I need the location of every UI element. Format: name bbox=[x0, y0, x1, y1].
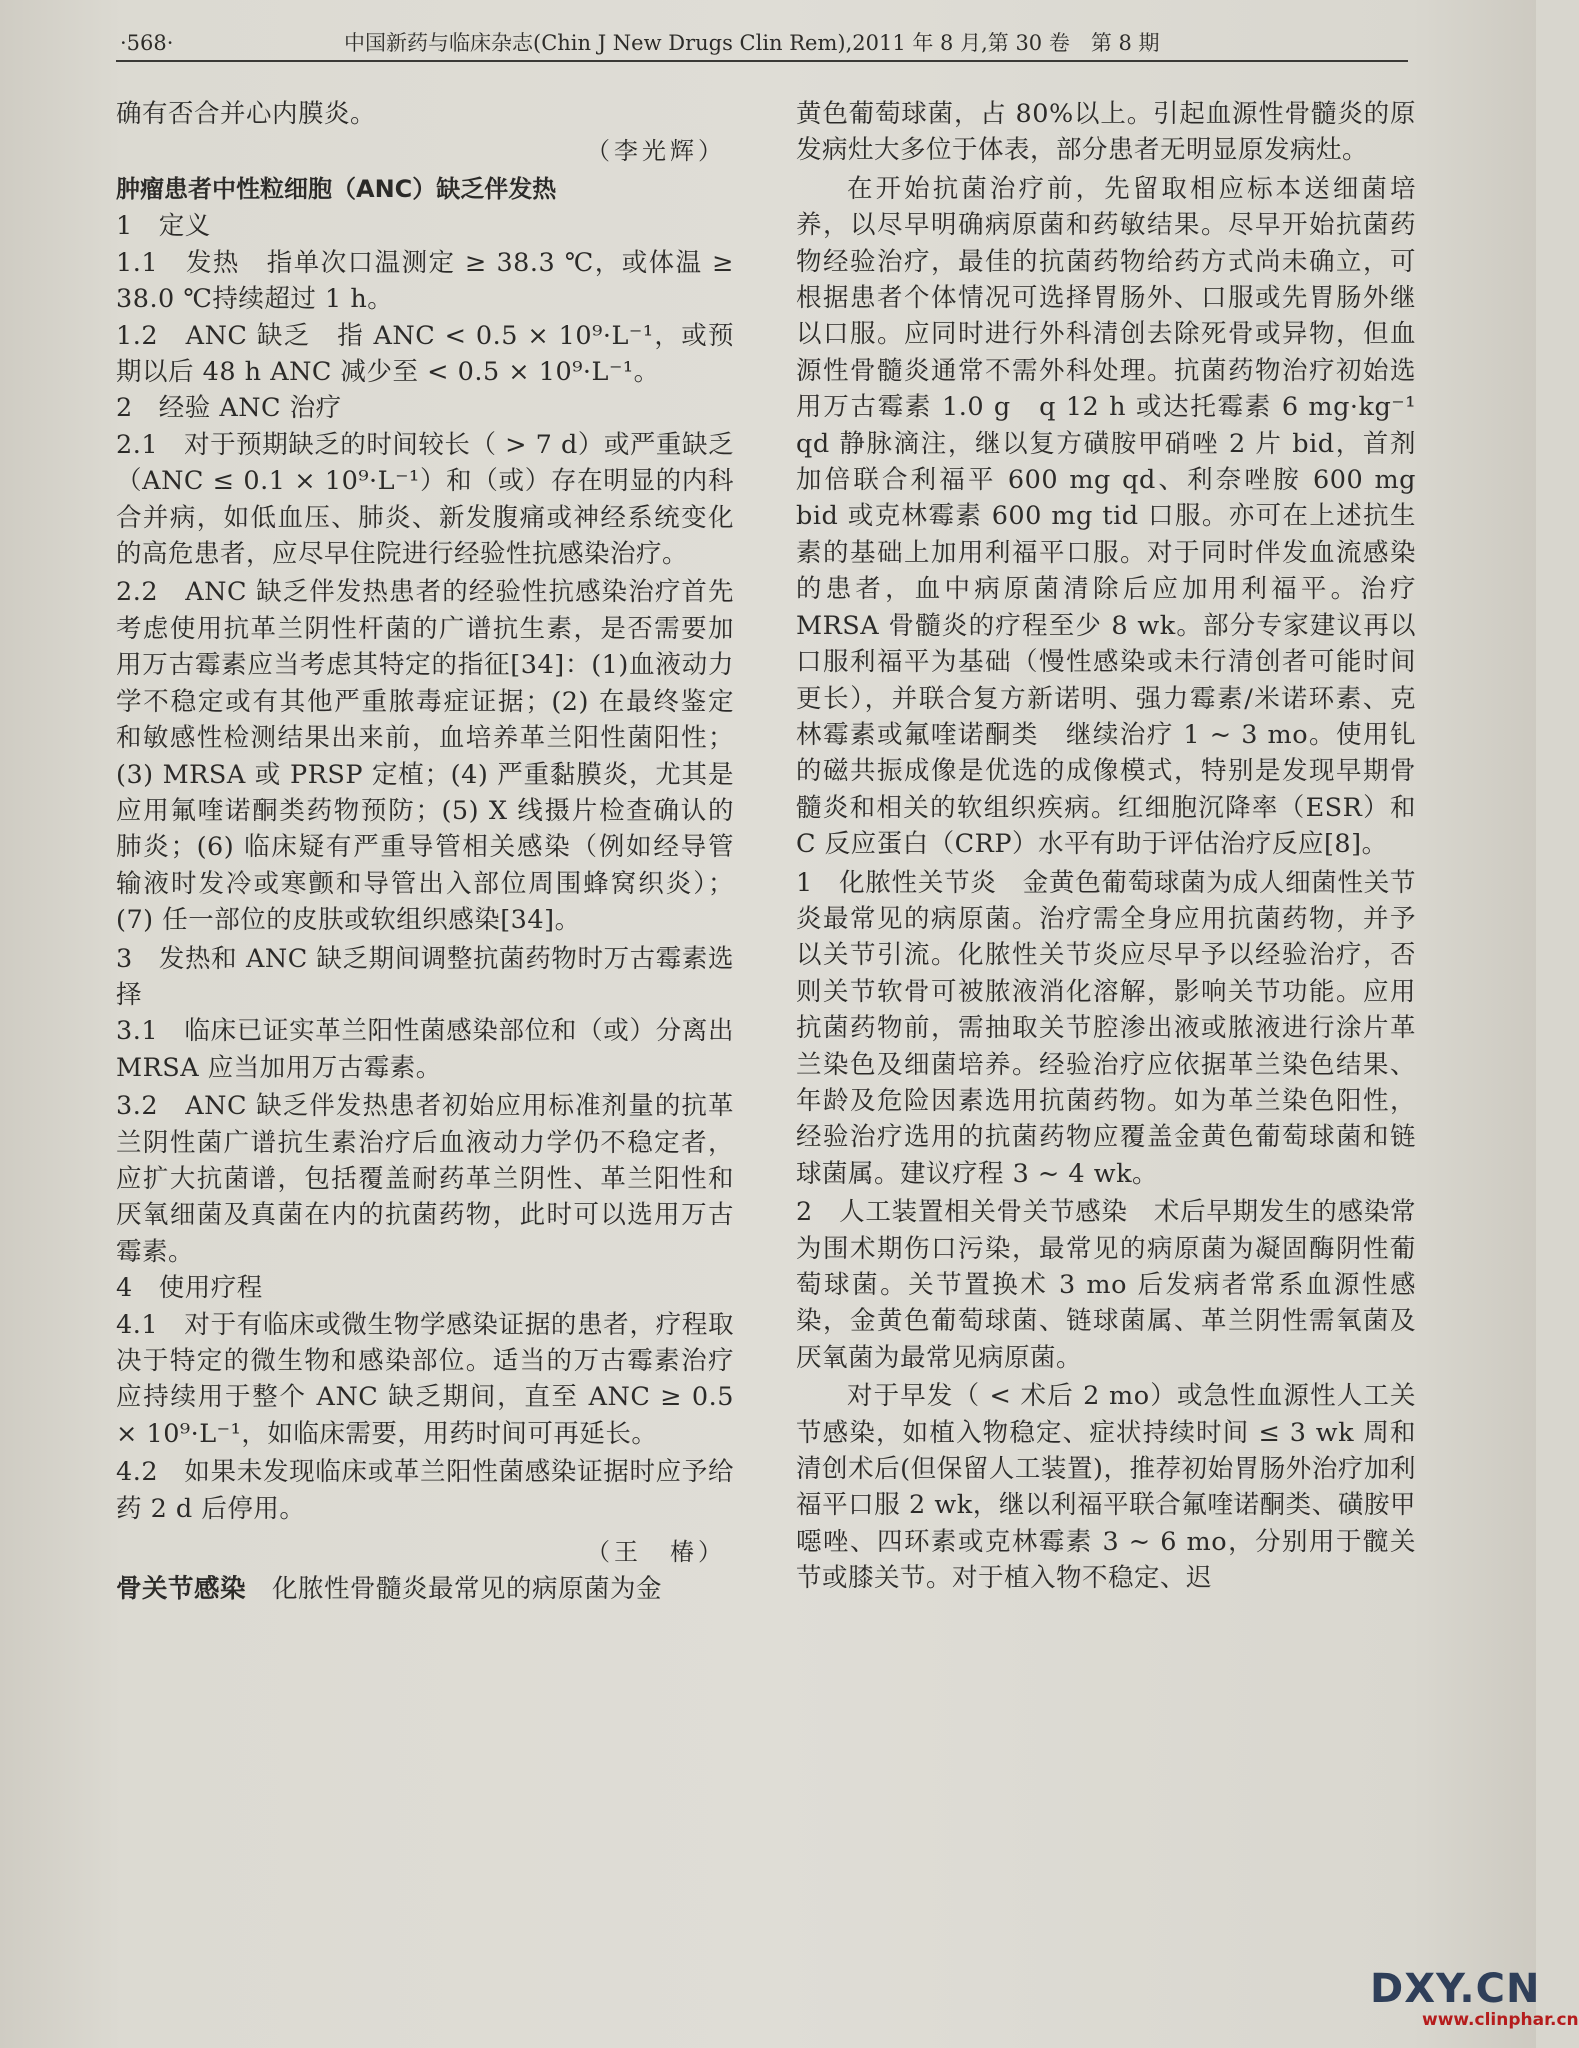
journal-citation: 中国新药与临床杂志(Chin J New Drugs Clin Rem),2011 年 8 月,第 30 卷 第 8 期 bbox=[344, 31, 1160, 55]
paragraph: 4.1 对于有临床或微生物学感染证据的患者，疗程取决于特定的微生物和感染部位。适当的万古霉素治疗应持续用于整个 ANC 缺乏期间，直至 ANC ≥ 0.5 × 10⁹·L⁻¹，如临床需要，用药时间可再延长。 bbox=[116, 1309, 734, 1449]
paragraph: 在开始抗菌治疗前，先留取相应标本送细菌培养，以尽早明确病原菌和药敏结果。尽早开始抗菌药物经验治疗，最佳的抗菌药物给药方式尚未确立，可根据患者个体情况可选择胃肠外、口服或先胃肠外继以口服。应同时进行外科清创去除死骨或异物，但血源性骨髓炎通常不需外科处理。抗菌药物治疗初始选用万古霉素 1.0 g q 12 h 或达托霉素 6 mg·kg⁻¹ qd 静脉滴注，继以复方磺胺甲硝唑 2 片 bid，首剂加倍联合利福平 600 mg qd、利奈唑胺 600 mg bid 或克林霉素 600 mg tid 口服。亦可在上述抗生素的基础上加用利福平口服。对于同时伴发血流感染的患者，血中病原菌清除后应加用利福平。治疗 MRSA 骨髓炎的疗程至少 8 wk。部分专家建议再以口服利福平为基础（慢性感染或未行清创者可能时间更长），并联合复方新诺明、强力霉素/米诺环素、克林霉素或氟喹诺酮类 继续治疗 1 ~ 3 mo。使用钆的磁共振成像是优选的成像模式，特别是发现早期骨髓炎和相关的软组织疾病。红细胞沉降率（ESR）和 C 反应蛋白（CRP）水平有助于评估治疗反应[8]。 bbox=[796, 173, 1416, 860]
paragraph: 2.2 ANC 缺乏伴发热患者的经验性抗感染治疗首先考虑使用抗革兰阴性杆菌的广谱抗生素，是否需要加用万古霉素应当考虑其特定的指征[34]：(1)血液动力学不稳定或有其他严重脓毒症证据；(2) 在最终鉴定和敏感性检测结果出来前，血培养革兰阳性菌阳性；(3) MRSA 或 PRSP 定植；(4) 严重黏膜炎，尤其是应用氟喹诺酮类药物预防；(5) X 线摄片检查确认的肺炎；(6) 临床疑有严重导管相关感染（例如经导管输液时发冷或寒颤和导管出入部位周围蜂窝织炎）；(7) 任一部位的皮肤或软组织感染[34]。 bbox=[116, 577, 734, 936]
section-heading: 1 定义 bbox=[116, 211, 211, 242]
running-header bbox=[116, 26, 1408, 62]
paragraph: 1 化脓性关节炎 金黄色葡萄球菌为成人细菌性关节炎最常见的病原菌。治疗需全身应用抗菌药物，并予以关节引流。化脓性关节炎应尽早予以经验治疗，否则关节软骨可被脓液消化溶解，影响关节功能。应用抗菌药物前，需抽取关节腔渗出液或脓液进行涂片革兰染色及细菌培养。经验治疗应依据革兰染色结果、年龄及危险因素选用抗菌药物。如为革兰染色阳性，经验治疗选用的抗菌药物应覆盖金黄色葡萄球菌和链球菌属。建议疗程 3 ~ 4 wk。 bbox=[796, 867, 1416, 1189]
section-heading: 3 发热和 ANC 缺乏期间调整抗菌药物时万古霉素选择 bbox=[116, 943, 734, 1010]
paragraph: 黄色葡萄球菌，占 80%以上。引起血源性骨髓炎的原发病灶大多位于体表，部分患者无明显原发病灶。 bbox=[796, 99, 1416, 166]
right-column bbox=[796, 96, 1416, 1597]
subsection-title: 骨关节感染 bbox=[116, 1574, 247, 1605]
left-column bbox=[116, 96, 734, 1607]
paragraph: 3.1 临床已证实革兰阳性菌感染部位和（或）分离出 MRSA 应当加用万古霉素。 bbox=[116, 1016, 734, 1083]
section-heading: 4 使用疗程 bbox=[116, 1273, 263, 1304]
paragraph: 3.2 ANC 缺乏伴发热患者初始应用标准剂量的抗革兰阴性菌广谱抗生素治疗后血液动力学仍不稳定者，应扩大抗菌谱，包括覆盖耐药革兰阴性、革兰阳性和厌氧细菌及真菌在内的抗菌药物，此时可以选用万古霉素。 bbox=[116, 1091, 734, 1267]
paragraph: 对于早发（ < 术后 2 mo）或急性血源性人工关节感染，如植入物稳定、症状持续时间 ≤ 3 wk 周和清创术后(但保留人工装置)，推荐初始胃肠外治疗加利福平口服 2 wk，继以利福平联合氟喹诺酮类、磺胺甲噁唑、四环素或克林霉素 3 ~ 6 mo，分别用于髋关节或膝关节。对于植入物不稳定、迟 bbox=[796, 1381, 1416, 1594]
watermark-brand: DXY.CN bbox=[1370, 1966, 1541, 2012]
paragraph: 2 人工装置相关骨关节感染 术后早期发生的感染常为围术期伤口污染，最常见的病原菌为凝固酶阴性葡萄球菌。关节置换术 3 mo 后发病者常系血源性感染，金黄色葡萄球菌、链球菌属、革兰阴性需氧菌及厌氧菌为最常见病原菌。 bbox=[796, 1197, 1416, 1373]
watermark-url: www.clinphar.cn bbox=[1422, 2010, 1579, 2030]
page-number: ·568· bbox=[120, 31, 174, 55]
paragraph-text: 化脓性骨髓炎最常见的病原菌为金 bbox=[246, 1574, 663, 1605]
author-signature: （王 椿） bbox=[586, 1538, 726, 1567]
paragraph: 2.1 对于预期缺乏的时间较长（ > 7 d）或严重缺乏（ANC ≤ 0.1 × 10⁹·L⁻¹）和（或）存在明显的内科合并病，如低血压、肺炎、新发腹痛或神经系统变化的高危患者，应尽早住院进行经验性抗感染治疗。 bbox=[116, 429, 734, 570]
paragraph: 4.2 如果未发现临床或革兰阳性菌感染证据时应予给药 2 d 后停用。 bbox=[116, 1457, 734, 1524]
paragraph: 1.1 发热 指单次口温测定 ≥ 38.3 ℃，或体温 ≥ 38.0 ℃持续超过 1 h。 bbox=[116, 247, 734, 315]
intro-paragraph: 确有否合并心内膜炎。 bbox=[116, 99, 377, 129]
site-watermark bbox=[1370, 1966, 1579, 2030]
section-heading: 2 经验 ANC 治疗 bbox=[116, 393, 342, 424]
paragraph: 1.2 ANC 缺乏 指 ANC < 0.5 × 10⁹·L⁻¹，或预期以后 48 h ANC 减少至 < 0.5 × 10⁹·L⁻¹。 bbox=[116, 320, 734, 388]
paragraph bbox=[116, 1571, 734, 1607]
section-title: 肿瘤患者中性粒细胞（ANC）缺乏伴发热 bbox=[116, 175, 557, 204]
author-signature: （李光辉） bbox=[586, 137, 726, 166]
